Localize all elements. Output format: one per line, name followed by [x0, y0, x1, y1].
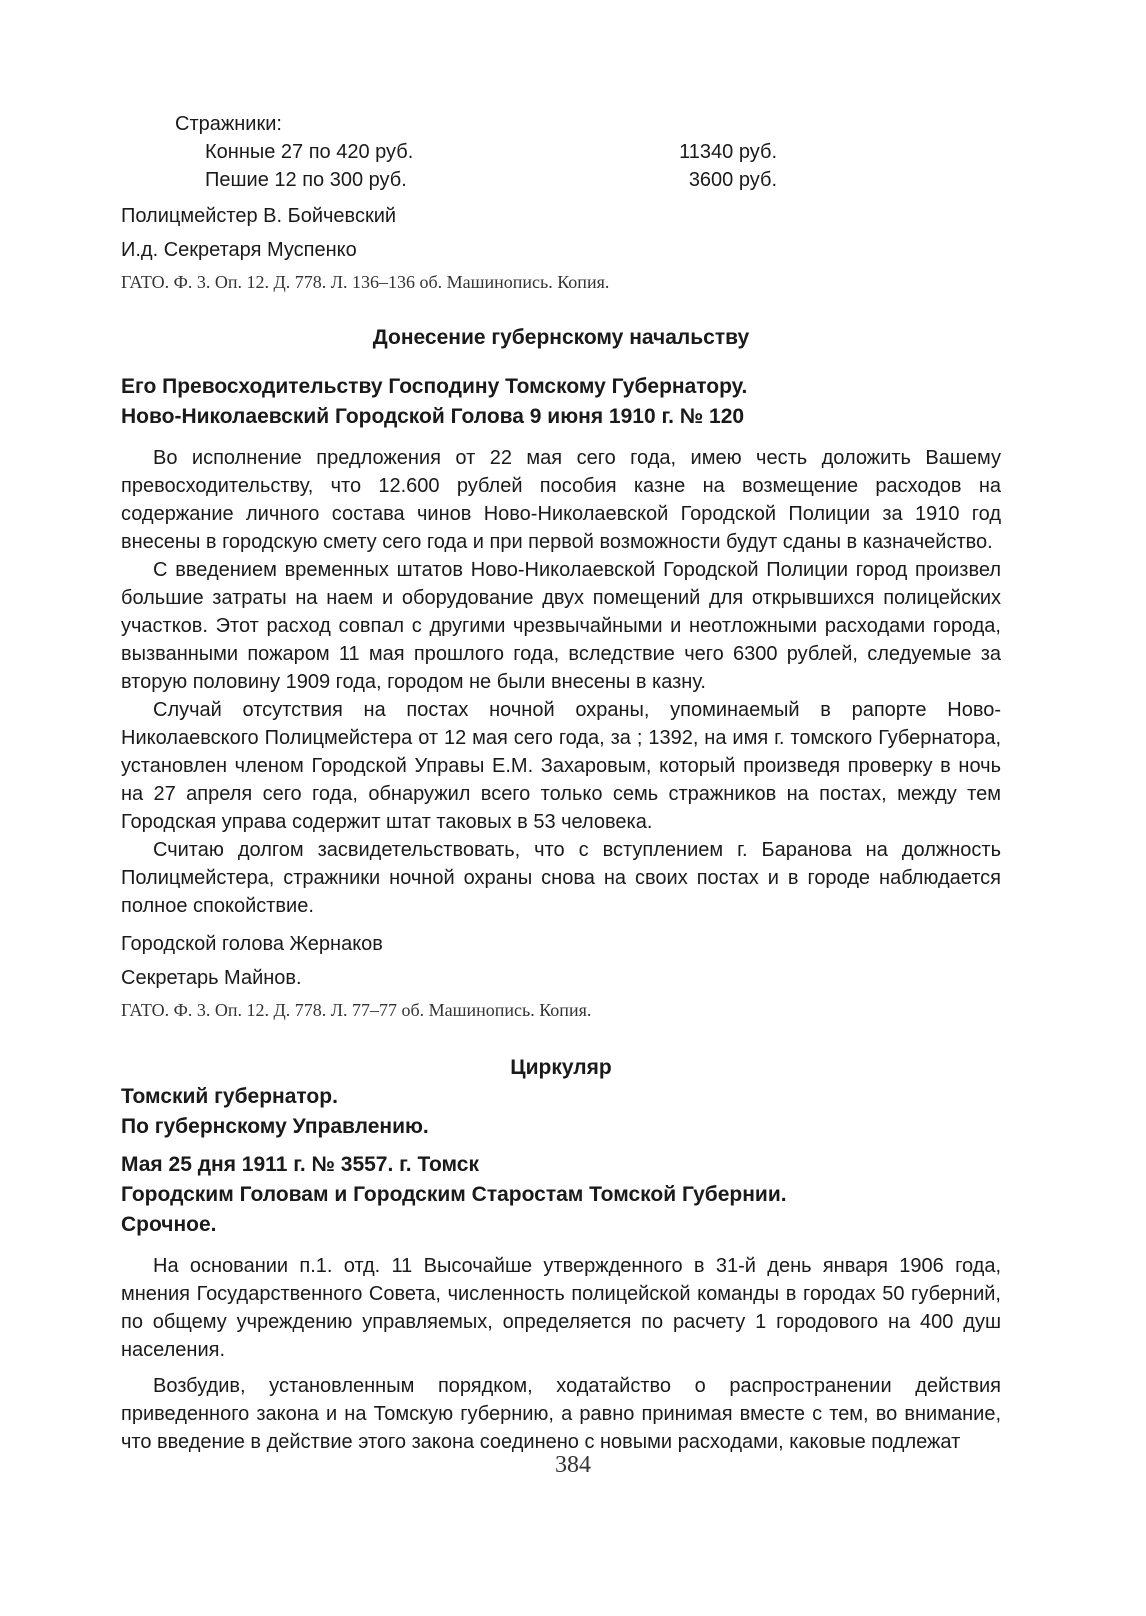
paragraph: На основании п.1. отд. 11 Высочайше утвержденного в 31-й день января 1906 года, мнения Государственного Совета, численность полицейской команды в городах 50 губерний, по общему учреждению управляемых, определяется по расчету 1 городового на 400 душ населения. — [121, 1255, 1001, 1361]
section-title-circular: Циркуляр — [510, 1056, 612, 1079]
staff-row-foot — [121, 166, 1001, 194]
paragraph: Считаю долгом засвидетельствовать, что с вступлением г. Баранова на должность Полицмейстера, стражники ночной охраны снова на своих постах и в городе наблюдается полное спокойствие. — [121, 839, 1001, 917]
staff-row-sum: 3600 руб. — [688, 169, 777, 191]
circular-from: Томский губернатор. — [121, 1085, 338, 1108]
staff-row-mounted — [121, 138, 1001, 166]
guards-label: Стражники: — [175, 113, 282, 135]
report-body — [121, 444, 1001, 920]
document-page — [121, 110, 1001, 1456]
circular-addressee: Городским Головам и Городским Старостам Томской Губернии. — [121, 1183, 787, 1206]
signature-police-chief: Полицмейстер В. Бойчевский — [121, 205, 397, 227]
archive-reference: ГАТО. Ф. 3. Оп. 12. Д. 778. Л. 77–77 об. Машинопись. Копия. — [121, 1000, 592, 1020]
circular-date: Мая 25 дня 1911 г. № 3557. г. Томск — [121, 1153, 479, 1176]
paragraph: Случай отсутствия на постах ночной охраны, упоминаемый в рапорте Ново-Николаевского Полицмейстера от 12 мая сего года, за ; 1392, на имя г. томского Губернатора, установлен членом Городской Управы Е.М. Захаровым, который произведя проверку в ночь на 27 апреля сего года, обнаружил всего только семь стражников на постах, между тем Городская управа содержит штат таковых в 53 человека. — [121, 699, 1001, 833]
paragraph: Во исполнение предложения от 22 мая сего года, имею честь доложить Вашему превосходительству, что 12.600 рублей пособия казне на возмещение расходов на содержание личного состава чинов Ново-Николаевской Городской Полиции за 1910 год внесены в городскую смету сего года и при первой возможности будут сданы в казначейство. — [121, 447, 1001, 553]
signature-secretary: И.д. Секретаря Муспенко — [121, 239, 357, 261]
signature-secretary: Секретарь Майнов. — [121, 967, 302, 989]
page-number: 384 — [555, 1452, 591, 1478]
staff-row-sum: 11340 руб. — [679, 141, 777, 163]
report-sender: Ново-Николаевский Городской Голова 9 июня 1910 г. № 120 — [121, 405, 745, 428]
report-addressee: Его Превосходительству Господину Томскому Губернатору. — [121, 375, 748, 398]
paragraph: Возбудив, установленным порядком, ходатайство о распространении действия приведенного закона и на Томскую губернию, а равно принимая вместе с тем, во внимание, что введение в действие этого закона соединено с новыми расходами, каковые подлежат — [121, 1375, 1001, 1453]
circular-department: По губернскому Управлению. — [121, 1115, 429, 1138]
guards-section — [121, 110, 1001, 296]
staff-row-name: Пешие 12 по 300 руб. — [205, 169, 407, 191]
circular-urgency: Срочное. — [121, 1213, 217, 1236]
signature-mayor: Городской голова Жернаков — [121, 933, 383, 955]
circular-body — [121, 1252, 1001, 1456]
archive-reference: ГАТО. Ф. 3. Оп. 12. Д. 778. Л. 136–136 об. Машинопись. Копия. — [121, 272, 610, 292]
paragraph: С введением временных штатов Ново-Николаевской Городской Полиции город произвел большие затраты на наем и оборудование двух помещений для открывшихся полицейских участков. Этот расход совпал с другими чрезвычайными и неотложными расходами города, вызванными пожаром 11 мая прошлого года, вследствие чего 6300 рублей, следуемые за вторую половину 1909 года, городом не были внесены в казну. — [121, 559, 1001, 693]
staff-row-name: Конные 27 по 420 руб. — [205, 141, 414, 163]
section-title-report: Донесение губернскому начальству — [372, 326, 750, 349]
